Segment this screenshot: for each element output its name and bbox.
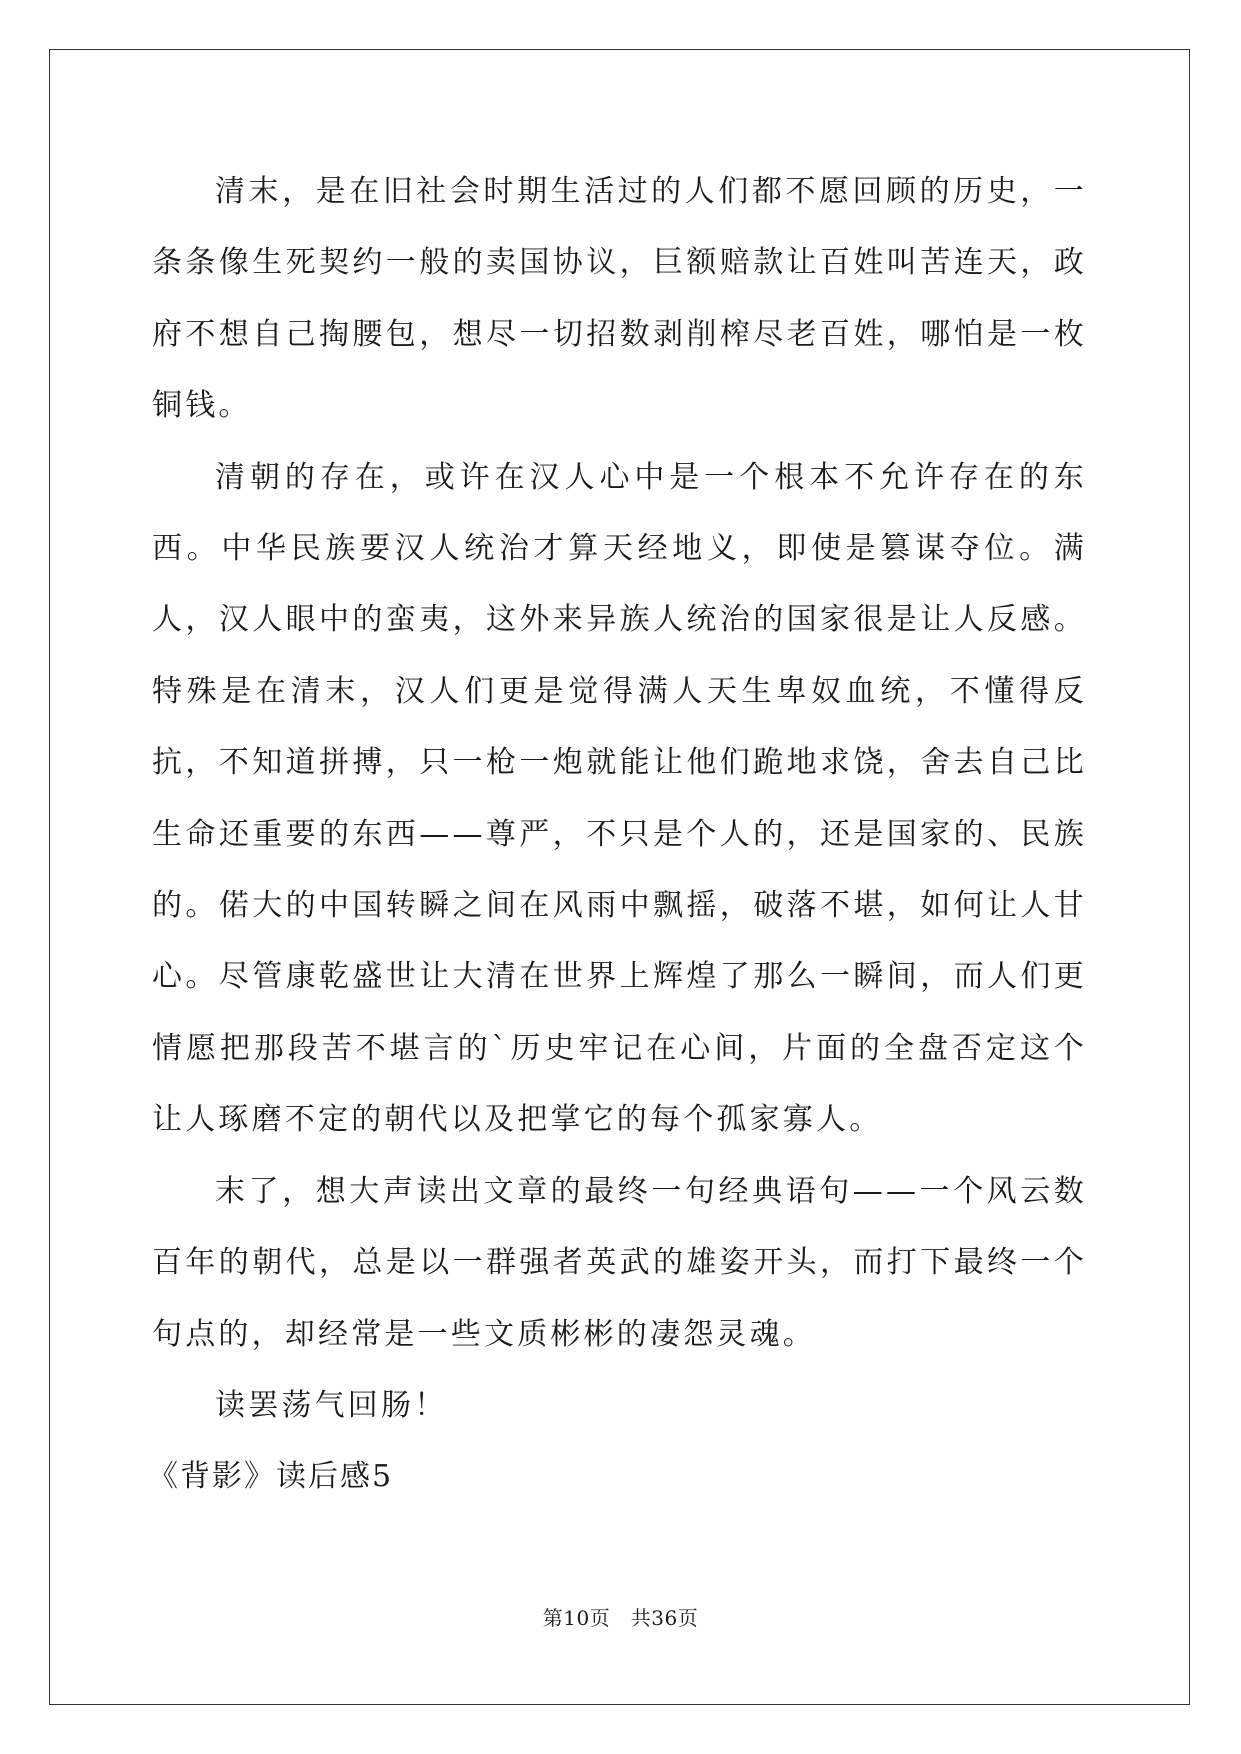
paragraph-1: 清末，是在旧社会时期生活过的人们都不愿回顾的历史，一条条像生死契约一般的卖国协议，巨额赔款让百姓叫苦连天，政府不想自己掏腰包，想尽一切招数剥削榨尽老百姓，哪怕是一枚铜钱。 (152, 174, 1087, 424)
paragraph-2: 清朝的存在，或许在汉人心中是一个根本不允许存在的东西。中华民族要汉人统治才算天经地义，即使是篡谋夺位。满人，汉人眼中的蛮夷，这外来异族人统治的国家很是让人反感。特殊是在清末，汉人们更是觉得满人天生卑奴血统，不懂得反抗，不知道拼搏，只一枪一炮就能让他们跪地求饶，舍去自己比生命还重要的东西——尊严，不只是个人的，还是国家的、民族的。偌大的中国转瞬之间在风雨中飘摇，破落不堪，如何让人甘心。尽管康乾盛世让大清在世界上辉煌了那么一瞬间，而人们更情愿把那段苦不堪言的`历史牢记在心间，片面的全盘否定这个让人琢磨不定的朝代以及把掌它的每个孤家寡人。 (152, 459, 1087, 1138)
page-footer (0, 1602, 1241, 1631)
paragraph-3: 末了，想大声读出文章的最终一句经典语句——一个风云数百年的朝代，总是以一群强者英武的雄姿开头，而打下最终一个句点的，却经常是一些文质彬彬的凄怨灵魂。 (152, 1173, 1087, 1352)
page-total: 共36页 (630, 1606, 699, 1630)
page-number: 第10页 (542, 1606, 611, 1630)
paragraph-4: 读罢荡气回肠！ (215, 1387, 448, 1423)
document-body (148, 156, 1087, 1513)
section-heading: 《背影》读后感5 (148, 1459, 394, 1495)
